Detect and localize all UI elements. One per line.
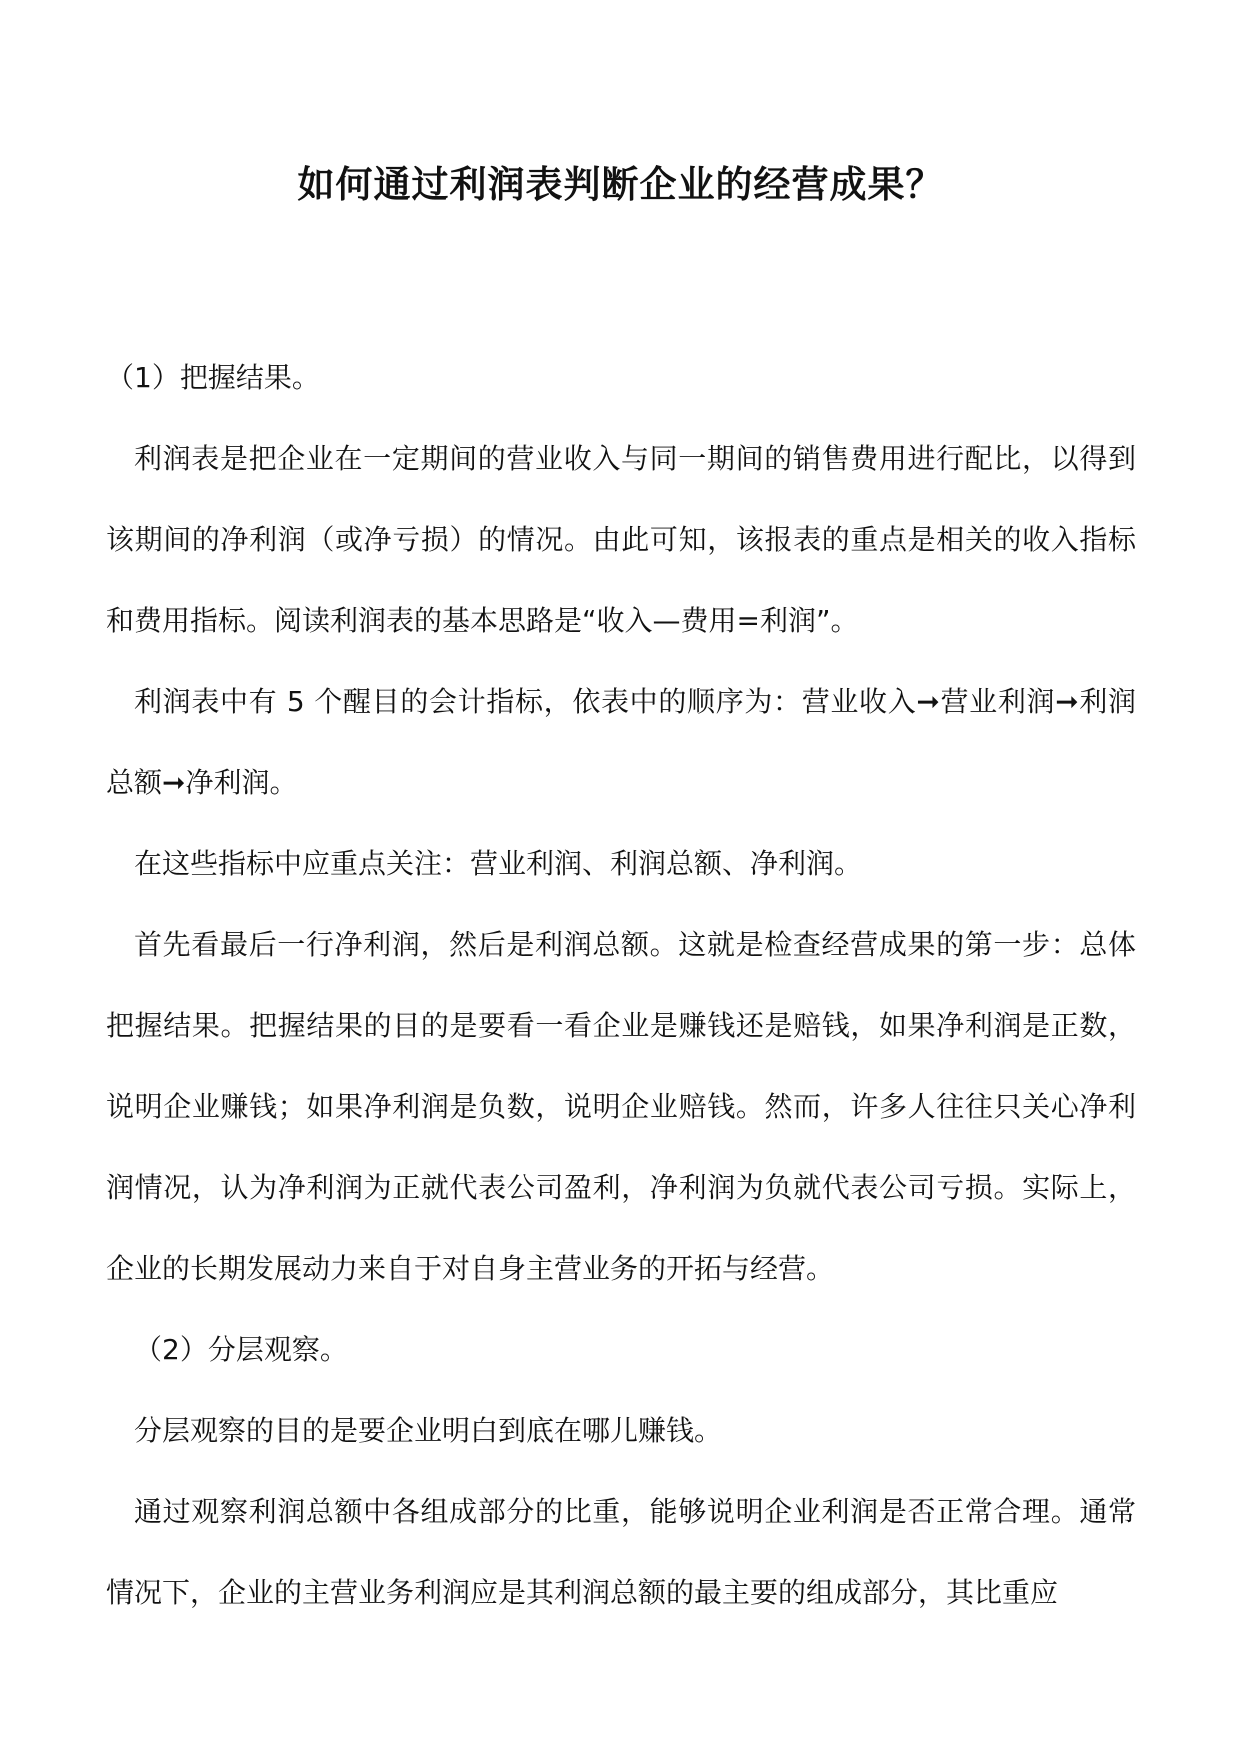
paragraph-4: 首先看最后一行净利润，然后是利润总额。这就是检查经营成果的第一步：总体把握结果。把握结果的目的是要看一看企业是赚钱还是赔钱，如果净利润是正数，说明企业赚钱；如果净利润是负数，说明企业赔钱。然而，许多人往往只关心净利润情况，认为净利润为正就代表公司盈利，净利润为负就代表公司亏损。实际上，企业的长期发展动力来自于对自身主营业务的开拓与经营。 [106,928,1136,1285]
paragraph-6: 通过观察利润总额中各组成部分的比重，能够说明企业利润是否正常合理。通常情况下，企业的主营业务利润应是其利润总额的最主要的组成部分，其比重应 [106,1495,1136,1609]
section-heading-2: （2）分层观察。 [134,1333,348,1366]
paragraph-2: 利润表中有 5 个醒目的会计指标，依表中的顺序为：营业收入➞营业利润➞利润总额➞净利润。 [106,685,1136,799]
paragraph-5: 分层观察的目的是要企业明白到底在哪儿赚钱。 [134,1414,723,1447]
document-body [106,337,1136,1633]
paragraph-1: 利润表是把企业在一定期间的营业收入与同一期间的销售费用进行配比，以得到该期间的净利润（或净亏损）的情况。由此可知，该报表的重点是相关的收入指标和费用指标。阅读利润表的基本思路是“收入—费用=利润”。 [106,442,1136,637]
paragraph-3: 在这些指标中应重点关注：营业利润、利润总额、净利润。 [134,847,863,880]
document-title: 如何通过利润表判断企业的经营成果？ [297,162,944,206]
section-heading-1: （1）把握结果。 [106,361,320,394]
